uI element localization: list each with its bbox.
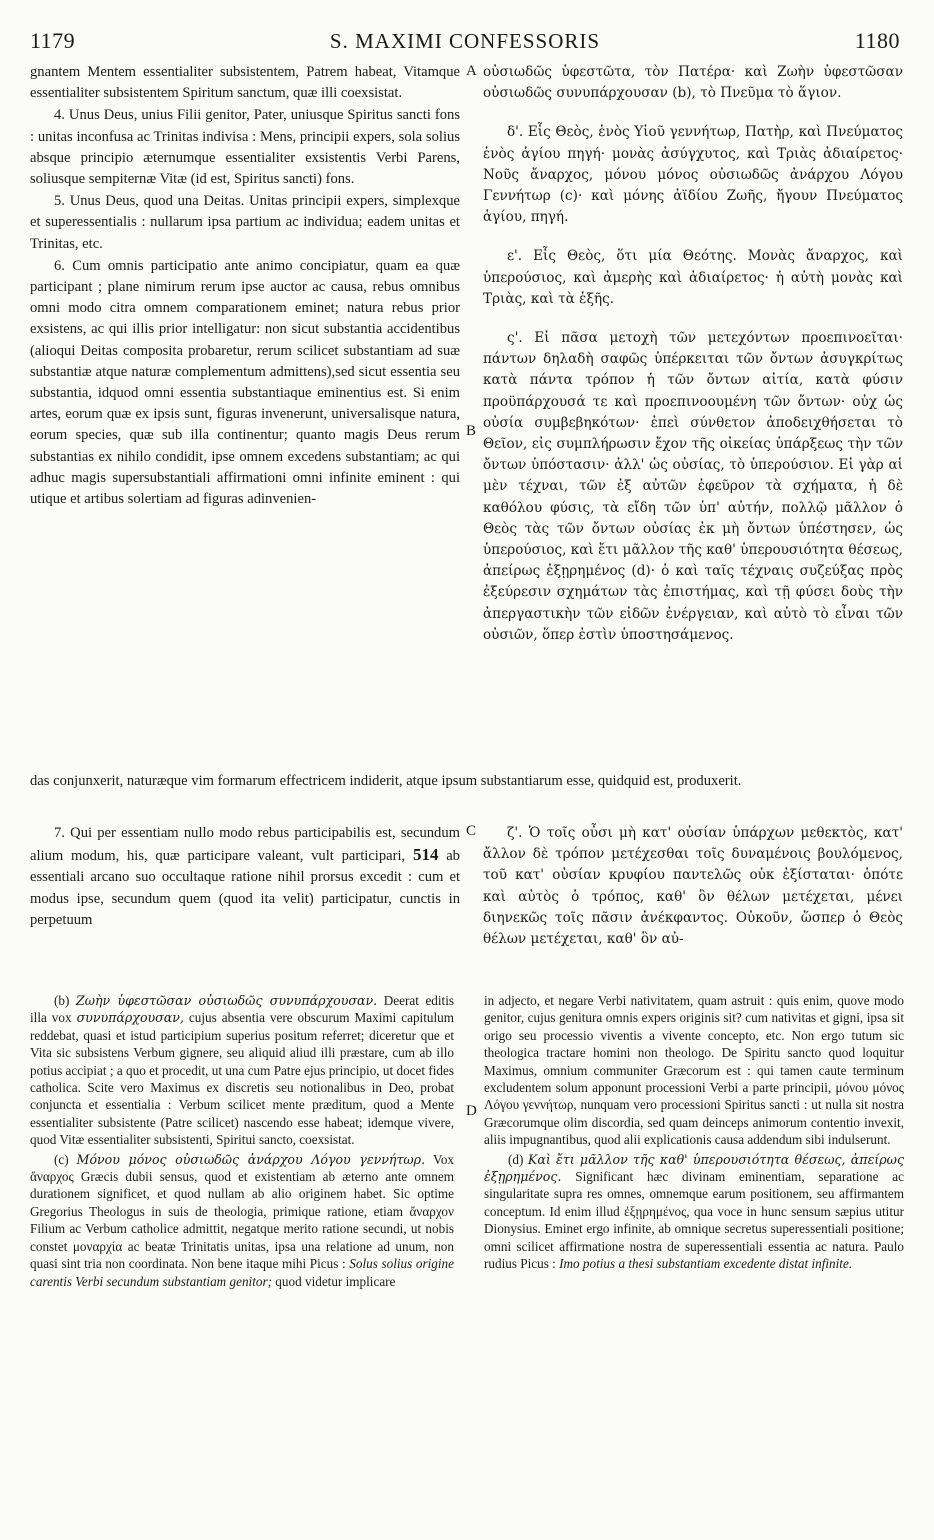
- footnote-c-italic: Solus solius origine carentis Verbi secundum substantiam genitor;: [30, 1256, 454, 1289]
- footnote-c: [30, 1151, 454, 1290]
- latin-paragraph-7-part-1: 7. Qui per essentiam nullo modo rebus participabilis est, secundum alium modum, his, quæ participare valeant, vult participari,: [30, 825, 460, 865]
- footnote-c-label: (c): [54, 1151, 69, 1167]
- footnotes-left: [30, 992, 454, 1292]
- footnote-b-label: (b): [54, 993, 70, 1008]
- greek-paragraph-4: δ'. Εἷς Θεὸς, ἑνὸς Υἱοῦ γεννήτωρ, Πατὴρ, καὶ Πνεύματος ἑνὸς ἁγίου πηγή· μονὰς ἀσύγχυτος, καὶ Τριὰς ἀδιαίρετος· Νοῦς ἄναρχος, μόνου μόνος οὐσιωδῶς ἀνάρχου Λόγου Γεννήτωρ (c)· καὶ μόνης ἀϊδίου Ζωῆς, ἤγουν Πνεύματος ἁγίου, πηγή.: [483, 124, 903, 226]
- full-width-continuation: das conjunxerit, naturæque vim formarum effectricem indiderit, atque ipsum substantiarum esse, quidquid est, produxerit.: [30, 773, 742, 789]
- latin-paragraph-7: [30, 823, 460, 931]
- greek-paragraph-3-end: οὐσιωδῶς ὑφεστῶτα, τὸν Πατέρα· καὶ Ζωὴν ὑφεστῶσαν οὐσιωδῶς συνυπάρχουσαν (b), τὸ Πνεῦμα τὸ ἅγιον.: [483, 64, 903, 102]
- latin-column: [30, 62, 460, 510]
- greek-paragraph-7: [483, 823, 903, 950]
- footnote-d-lemma: Καὶ ἔτι μᾶλλον τῆς καθ' ὑπερουσιότητα θέσεως, ἀπείρως ἐξῃρημένος.: [484, 1151, 904, 1185]
- footnote-c-lemma: Μόνου μόνος οὐσιωδῶς ἀνάρχου Λόγου γεννήτωρ.: [76, 1151, 426, 1167]
- footnote-c-text-1: Vox ἄναρχος Græcis dubii sensus, quod et existentiam ab æterno ante omnem durationem significet, et quod nullam ab alio originem habet. Sic optime Gregorius Theologus in suis de theologia, primique ratione, etiam ἄναρχον Filium ac Verbum catholice admittit, negatque merito ratione secundi, ut nobis constet μοναρχία ac beatæ Trinitatis unitas, ipsa una relatione ad unum, non quasi sint tria non coordinata. Non bene itaque mihi Picus :: [30, 1151, 455, 1272]
- footnote-b-lemma: Ζωὴν ὑφεστῶσαν οὐσιωδῶς συνυπάρχουσαν.: [75, 993, 378, 1008]
- latin-paragraph-3-end: gnantem Mentem essentialiter subsistentem, Patrem habeat, Vitamque essentialiter subsistentem Spiritum sanctum, quæ illi coexsistat.: [30, 64, 460, 102]
- margin-marker-d: D: [466, 1103, 477, 1119]
- greek-column: [483, 62, 903, 646]
- footnote-d-label: (d): [508, 1151, 524, 1167]
- left-page-number: 1179: [30, 28, 76, 53]
- running-title: S. MAXIMI CONFESSORIS: [329, 29, 601, 53]
- page-header: [30, 28, 900, 62]
- latin-paragraph-7-part-2: ab essentiali arcano suo occultaque ratione nihil prorsus excedit : cum et modus ipse, secundum quem (quod ita velit) participatur, cunctis in perpetuum: [30, 848, 460, 928]
- margin-marker-c: C: [466, 823, 477, 839]
- footnote-d-italic: Imo potius a thesi substantiam excedente distat infinite.: [559, 1256, 853, 1272]
- footnote-d: [484, 1151, 904, 1273]
- footnote-b: [30, 992, 454, 1149]
- column-number: 514: [412, 845, 439, 865]
- footnote-b-greek-word: συνυπάρχουσαν,: [76, 1010, 184, 1026]
- footnote-b-text-2: cujus absentia vere obscurum Maximi capitulum reddebat, quasi et istud participium superius positum referret; diceretur que et Vita sic subsistens Verbum gignere, seu aliquid aliud illi præstare, cum ab illo potius accipiat ; a quo et procedit, ut una cum Patre ejus principio, ut docet fides catholica. Scite vero Maximus ex discretis seu notionalibus in Deo, probat conjuncta et essentialia : Verbum scilicet mente præditum, quod a Mente essentialiter subsistente (Patre scilicet) nascendo esse habeat; idemque vivere, quod Vitæ essentialiter subsistenti, Spiritui sancto, coexsistat.: [30, 1010, 454, 1148]
- footnote-b-text-1: Deerat editis illa vox: [30, 993, 455, 1026]
- greek-paragraph-7-text: ζ'. Ὁ τοῖς οὖσι μὴ κατ' οὐσίαν ὑπάρχων μεθεκτὸς, κατ' ἄλλον δὲ τρόπον μετέχεσθαι τοῖς δυναμένοις βουλόμενος, τοῦ κατ' οὐσίαν κρυφίου παντελῶς οὐκ ἐξίσταται· ὁπότε καὶ αὐτὸς ὁ τρόπος, καθ' ὃν θέλων μετέχεται, μένει διηνεκῶς τοῖς πᾶσιν ἀνέκφαντος. Οὐκοῦν, ὥσπερ ὁ Θεὸς θέλων μετέχεται, καθ' ὃν αὐ-: [483, 825, 903, 948]
- margin-marker-b: B: [466, 423, 477, 439]
- footnote-c-text-2: quod videtur implicare: [275, 1273, 396, 1289]
- footnotes-right: [484, 992, 904, 1275]
- latin-paragraph-6: 6. Cum omnis participatio ante animo concipiatur, quam ea quæ participant ; plane nimirum rerum ipse auctor ac causa, rebus omnibus omni modo citra omnem comparationem eminet; natura rebus prior exsistens, ac qui illis prior intelligatur: non sicut substantia accidentibus (alioqui Deitas composita probaretur, rerum scilicet substantiam ad suæ substantiæ atque naturæ complementum admittens),sed sicut essentia seu substantia, idquod omni essentia substantiaque eminentius est. Si enim artes, eorum quæ ex ipsis sunt, figuras invenerunt, universalisque natura, eorum species, quæ sub illa continentur; quanto magis Deus rerum substantias ex nihilo condidit, ipse omnem excedens substantiam; ac qui adhuc magis supersubstantiali affirmationi omni infinite eminent : qui utique et artibus solertiam ad figuras adinvenien-: [30, 257, 460, 508]
- right-page-number: 1180: [854, 28, 900, 53]
- greek-paragraph-6: ς'. Εἰ πᾶσα μετοχὴ τῶν μετεχόντων προεπινοεῖται· πάντων δηλαδὴ σαφῶς ὑπέρκειται τῶν ὄντων ἀσυγκρίτως κατὰ πάντα τρόπον ἡ τῶν ὄντων αἰτία, κατὰ φύσιν προϋπάρχουσά τε καὶ προεπινοουμένη τῶν ὄντων· οὐχ ὡς οὐσία συμβεβηκότων· ἐπεὶ σύνθετον ἀποδειχθήσεται τὸ Θεῖον, εἰς συμπλήρωσιν ἔχον τῆς οἰκείας ὑπάρξεως τὴν τῶν ὄντων ὑπόστασιν· ἀλλ' ὡς οὐσίας, τὸ ὑπερούσιον. Εἰ γὰρ αἱ μὲν τέχναι, τῶν ἐξ αὐτῶν ἐφεῦρον τὰ σχήματα, ἡ δὲ καθόλου φύσις, τὰ εἴδη τῶν ὑπ' αὐτήν, πολλῷ μᾶλλον ὁ Θεὸς τὰς τῶν ὄντων οὐσίας ἐκ μὴ ὄντων ὑπέστησεν, ὡς ὑπερούσιος, καὶ ἔτι μᾶλλον τῆς καθ' ὑπερουσιότητα θέσεως, ἀπείρως ἐξῃρημένος (d)· ὁ καὶ ταῖς τέχναις συζεύξας πρὸς ἐξεύρεσιν σχημάτων τὰς ἐπιστήμας, καὶ τῇ φύσει δοὺς τὴν ἀπεργαστικὴν τῶν εἰδῶν ἐνέργειαν, καὶ αὐτὸ τὸ εἶναι τῶν οὐσιῶν, ὅπερ ἐστὶν ὑποστησάμενος.: [483, 330, 903, 643]
- greek-paragraph-5: ε'. Εἷς Θεὸς, ὅτι μία Θεότης. Μονὰς ἄναρχος, καὶ ὑπερούσιος, καὶ ἀμερὴς καὶ ἀδιαίρετος· ἡ αὐτὴ μονὰς καὶ Τριὰς, καὶ τὰ ἑξῆς.: [483, 248, 903, 307]
- latin-paragraph-5: 5. Unus Deus, quod una Deitas. Unitas principii expers, simplexque et superessentialis : nullarum ipsa partium ac individua; eadem unitas et Trinitas, etc.: [30, 193, 460, 252]
- footnote-d-text: Significant hæc divinam eminentiam, separatione ac singularitate supra res omnes, omnemque earum positionem, seu affirmantem conceptum. Id enim illud ἐξῃρημένος, qua voce in hunc sensum sæpius utitur Dionysius. Eminet ergo infinite, ab omnique secretus superessentiali positione; omni scilicet affirmatione nostra de superessentiali essentia ac natura. Paulo rudius Picus :: [484, 1169, 905, 1272]
- latin-paragraph-4: 4. Unus Deus, unius Filii genitor, Pater, uniusque Spiritus sancti fons : unitas inconfusa ac Trinitas indivisa : Mens, principii expers, sola solius absque principio æternumque essentialiter exsistentis Verbi Parens, soliusque sempiternæ Vitæ (id est, Spiritus sancti) fons.: [30, 107, 460, 188]
- margin-marker-a: A: [466, 63, 477, 79]
- footnote-c-continued: in adjecto, et negare Verbi nativitatem, quam astruit : quis enim, quove modo genitor, cujus genitura omnis expers originis sit? cum nativitas et gigni, ipsa sit origo seu processio viventis a vivente concepto, etc. Non ergo tutum sic theologica tractare homini non theologo. De Spiritu sancto quod loquitur Maximus, omnium communiter Græcorum est : qui tamen caute terminum excludentem solum apponunt processioni Verbi a parte principii, μόνου μόνος Λόγου γεννήτωρ, nunquam vero processioni Spiritus sancti : ut nulla sit nostra Græcorumque olim discordia, sed quam deinceps animorum contentio invexit, aliis impugnantibus, quod alii explicationis causa addendum sibi indulserunt.: [484, 993, 904, 1148]
